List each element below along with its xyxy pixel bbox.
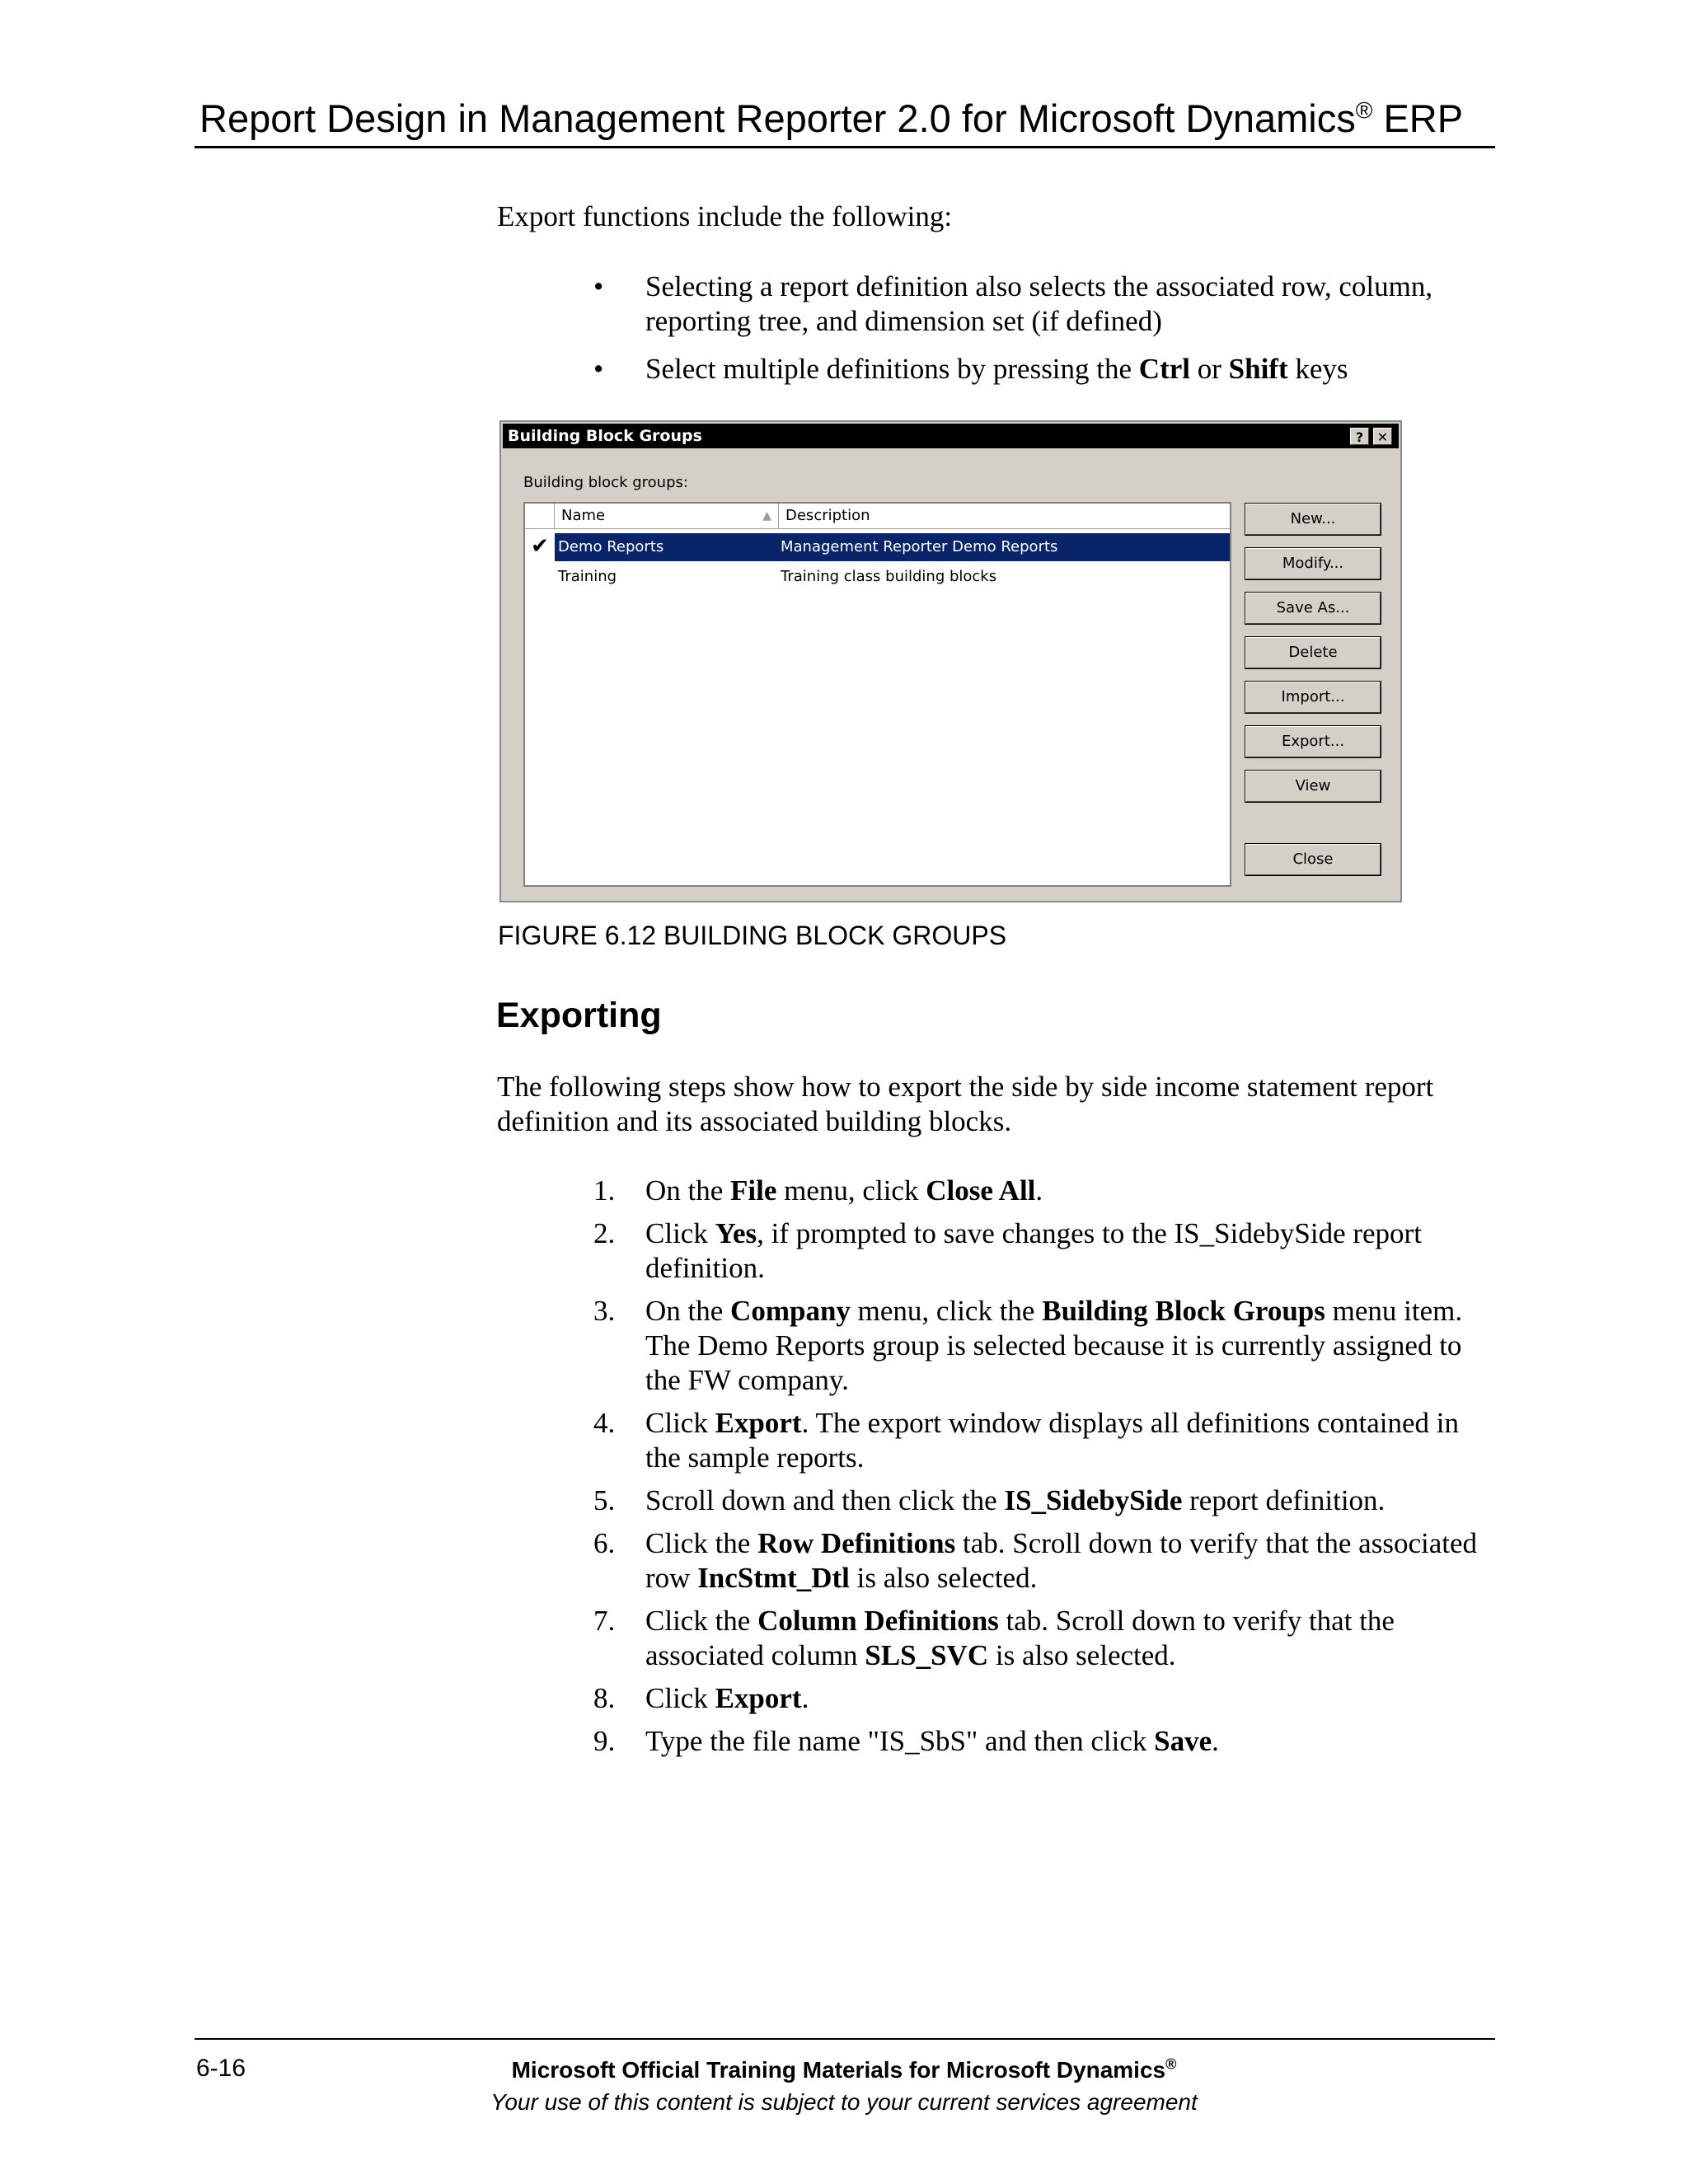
bullet-glyph: • xyxy=(593,270,604,302)
bullet-item xyxy=(593,352,1500,387)
row-name: Training xyxy=(558,568,617,585)
step-item xyxy=(593,1681,1500,1716)
intro-paragraph: Export functions include the following: xyxy=(497,200,953,232)
page-number: 6-16 xyxy=(196,2055,246,2082)
step-bold-text: SLS_SVC xyxy=(865,1639,989,1671)
step-text: report definition. xyxy=(1182,1484,1386,1516)
row-description: Management Reporter Demo Reports xyxy=(781,538,1058,555)
step-item xyxy=(593,1294,1500,1398)
step-bold-text: IncStmt_Dtl xyxy=(697,1562,850,1594)
step-number: 4. xyxy=(593,1407,616,1439)
step-text: . xyxy=(1212,1725,1219,1757)
help-button[interactable]: ? xyxy=(1350,428,1369,445)
new-button[interactable]: New... xyxy=(1245,503,1381,536)
step-item xyxy=(593,1216,1500,1286)
bullet-text: keys xyxy=(1287,353,1348,385)
step-number: 5. xyxy=(593,1484,616,1516)
step-bold-text: Export xyxy=(715,1407,802,1439)
step-bold-text: File xyxy=(730,1174,777,1207)
bullet-bold: Shift xyxy=(1228,353,1288,385)
footer-title-text: Microsoft Official Training Materials for Microsoft Dynamics xyxy=(511,2057,1166,2083)
export-button[interactable]: Export... xyxy=(1245,725,1381,758)
page-header-title xyxy=(199,96,1463,142)
step-bold-text: Company xyxy=(730,1295,851,1327)
row-name: Demo Reports xyxy=(558,538,664,555)
modify-button[interactable]: Modify... xyxy=(1245,547,1381,580)
step-item xyxy=(593,1174,1500,1208)
step-text: . xyxy=(801,1682,809,1714)
step-text: Click the xyxy=(645,1527,758,1559)
step-text: , if prompted to save changes to the IS_SidebySide report definition. xyxy=(645,1217,1422,1284)
bullet-item xyxy=(593,269,1500,339)
close-button[interactable]: Close xyxy=(1245,843,1381,876)
delete-button[interactable]: Delete xyxy=(1245,636,1381,669)
step-bold-text: Yes xyxy=(715,1217,757,1249)
step-bold-text: Building Block Groups xyxy=(1042,1295,1325,1327)
registered-mark: ® xyxy=(1355,97,1373,124)
step-number: 6. xyxy=(593,1527,616,1559)
column-header-name[interactable] xyxy=(555,504,779,528)
step-text: menu, click xyxy=(776,1174,926,1207)
step-text: Click the xyxy=(645,1605,758,1637)
step-item xyxy=(593,1526,1500,1596)
step-number: 1. xyxy=(593,1174,616,1207)
step-text: . xyxy=(1035,1174,1043,1207)
bullet-glyph: • xyxy=(593,353,604,385)
step-text: On the xyxy=(645,1174,731,1207)
list-row-demo-reports[interactable] xyxy=(525,533,1230,561)
step-text: is also selected. xyxy=(988,1639,1176,1671)
step-number: 2. xyxy=(593,1217,616,1249)
list-header xyxy=(525,504,1230,529)
footer-title xyxy=(0,2057,1688,2083)
step-text: . The export window displays all definitions contained in the sample reports. xyxy=(645,1407,1459,1474)
step-text: Click xyxy=(645,1407,715,1439)
step-item xyxy=(593,1483,1500,1518)
step-number: 7. xyxy=(593,1605,616,1637)
step-text: Type the file name "IS_SbS" and then click xyxy=(645,1725,1155,1757)
row-description: Training class building blocks xyxy=(781,568,997,585)
groups-label: Building block groups: xyxy=(523,474,688,491)
close-icon[interactable]: ✕ xyxy=(1373,428,1392,445)
figure-caption: FIGURE 6.12 BUILDING BLOCK GROUPS xyxy=(498,921,1007,950)
step-bold-text: Row Definitions xyxy=(757,1527,956,1559)
bullet-text: Selecting a report definition also selects the associated row, column, reporting tree, and dimension set (if defined) xyxy=(645,270,1433,337)
sort-ascending-icon: ▲ xyxy=(762,509,771,523)
dialog-titlebar xyxy=(503,424,1399,448)
step-number: 8. xyxy=(593,1682,616,1714)
step-text: Click xyxy=(645,1682,715,1714)
bullet-text: or xyxy=(1190,353,1229,385)
steps-list xyxy=(593,1174,1500,1767)
step-bold-text: Close All xyxy=(926,1174,1036,1207)
column-header-description[interactable]: Description xyxy=(785,507,870,524)
groups-list[interactable] xyxy=(523,502,1231,887)
section-intro: The following steps show how to export the side by side income statement report definition and its associated building blocks. xyxy=(497,1071,1434,1137)
step-bold-text: Export xyxy=(715,1682,802,1714)
footer-divider xyxy=(195,2038,1495,2040)
step-text: tab. Scroll down to verify that the associated row xyxy=(645,1527,1478,1594)
building-block-groups-dialog xyxy=(499,420,1402,902)
footer-registered-mark: ® xyxy=(1165,2055,1177,2073)
step-text: tab. Scroll down to verify that the associated column xyxy=(645,1605,1395,1671)
step-text: is also selected. xyxy=(849,1562,1038,1594)
step-text: menu item. The Demo Reports group is selected because it is currently assigned to the FW company. xyxy=(645,1295,1463,1396)
bullet-list xyxy=(593,269,1500,400)
footer-notice: Your use of this content is subject to your current services agreement xyxy=(490,2089,1198,2115)
step-bold-text: Column Definitions xyxy=(757,1605,999,1637)
step-item xyxy=(593,1406,1500,1475)
step-item xyxy=(593,1604,1500,1673)
import-button[interactable]: Import... xyxy=(1245,681,1381,714)
check-icon: ✔ xyxy=(531,534,549,559)
column-header-name-label: Name xyxy=(561,507,606,524)
step-number: 9. xyxy=(593,1725,616,1757)
step-number: 3. xyxy=(593,1295,616,1327)
header-divider xyxy=(195,146,1495,148)
step-item xyxy=(593,1724,1500,1759)
step-text: menu, click the xyxy=(850,1295,1043,1327)
step-text: Scroll down and then click the xyxy=(645,1484,1005,1516)
list-row-training[interactable] xyxy=(525,563,1230,591)
header-title-text: Report Design in Management Reporter 2.0 for Microsoft Dynamics xyxy=(199,96,1356,140)
bullet-bold: Ctrl xyxy=(1138,353,1190,385)
column-header-check[interactable] xyxy=(525,504,555,528)
bullet-text: Select multiple definitions by pressing the xyxy=(645,353,1139,385)
save-as-button[interactable]: Save As... xyxy=(1245,592,1381,625)
step-text: On the xyxy=(645,1295,731,1327)
step-bold-text: IS_SidebySide xyxy=(1004,1484,1183,1516)
header-title-end: ERP xyxy=(1372,96,1464,140)
dialog-title: Building Block Groups xyxy=(508,427,702,445)
view-button[interactable]: View xyxy=(1245,770,1381,803)
step-text: Click xyxy=(645,1217,715,1249)
section-heading: Exporting xyxy=(496,996,662,1035)
step-bold-text: Save xyxy=(1154,1725,1212,1757)
